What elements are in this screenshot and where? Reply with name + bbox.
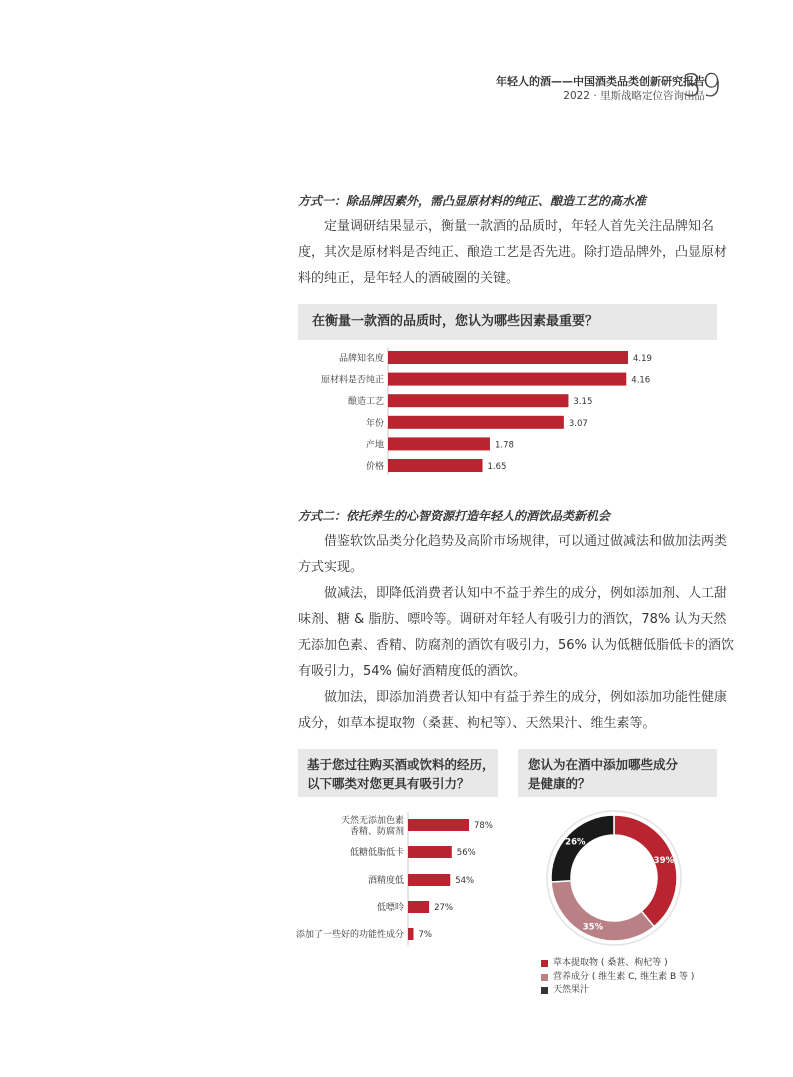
- report-subtitle: 2022 · 里斯战略定位咨询出品: [563, 90, 705, 102]
- category-label: 酒精度低: [367, 876, 404, 886]
- bar: [388, 437, 490, 450]
- slice-label: 35%: [582, 922, 604, 933]
- legend-item: [541, 971, 694, 985]
- donut-slice: [551, 815, 614, 882]
- bar: [388, 459, 483, 472]
- bar: [408, 901, 429, 913]
- bar: [408, 819, 469, 831]
- slice-label: 39%: [653, 856, 675, 867]
- category-label: 低嘌呤: [376, 903, 404, 913]
- section-2-p2: 做减法，即降低消费者认知中不益于养生的成分，例如添加剂、人工甜味剂、糖 & 脂肪、嘌呤等。调研对年轻人有吸引力的酒饮，78% 认为天然无添加色素、香精、防腐剂的酒饮有吸引力，56% 认为低糖低脂低卡的酒饮有吸引力，54% 偏好酒精度低的酒饮。: [298, 586, 735, 679]
- legend-swatch: [541, 987, 548, 994]
- category-label: 香精、防腐剂: [349, 827, 404, 837]
- value-label: 1.65: [487, 462, 507, 472]
- page-header: [496, 74, 705, 104]
- page-number: 39: [682, 68, 722, 104]
- bar: [388, 394, 568, 407]
- chart-3-legend: [541, 957, 694, 998]
- value-label: 4.16: [631, 375, 651, 386]
- legend-swatch: [541, 974, 548, 981]
- legend-label: 营养成分 ( 维生素 C, 维生素 B 等 ): [553, 971, 695, 982]
- chart-3-title: [518, 749, 717, 797]
- chart-2-title: [298, 749, 498, 797]
- bar: [388, 351, 628, 364]
- value-label: 56%: [456, 848, 476, 858]
- section-1-heading: 方式一：除品牌因素外，需凸显原材料的纯正、酿造工艺的高水准: [298, 194, 647, 208]
- value-label: 1.78: [494, 440, 514, 451]
- category-label: 年份: [365, 418, 384, 429]
- legend-swatch: [541, 960, 548, 967]
- donut-slice: [614, 815, 677, 927]
- category-label: 天然无添加色素: [340, 816, 404, 826]
- bar: [388, 416, 564, 429]
- category-label: 低糖低脂低卡: [349, 848, 404, 858]
- chart-3-title-line-2: 是健康的？: [528, 776, 591, 791]
- category-label: 价格: [365, 462, 384, 472]
- category-label: 品牌知名度: [338, 354, 384, 364]
- section-1: [298, 188, 736, 292]
- value-label: 4.19: [633, 354, 652, 364]
- bar: [408, 928, 413, 940]
- legend-item: [541, 957, 694, 971]
- section-2: [298, 503, 736, 737]
- section-2-p3: 做加法，即添加消费者认知中有益于养生的成分，例如添加功能性健康成分，如草本提取物（桑葚、枸杞等）、天然果汁、维生素等。: [298, 690, 728, 731]
- legend-label: 天然果汁: [553, 985, 590, 995]
- value-label: 3.15: [573, 397, 593, 408]
- chart-3-donut: [540, 808, 690, 953]
- value-label: 54%: [455, 876, 475, 886]
- chart-2-attractiveness: [295, 810, 518, 950]
- section-1-body: 定量调研结果显示，衡量一款酒的品质时，年轻人首先关注品牌知名度，其次是原材料是否纯正、酿造工艺是否先进。除打造品牌外，凸显原材料的纯正，是年轻人的酒破圈的关键。: [298, 219, 728, 286]
- report-title: 年轻人的酒——中国酒类品类创新研究报告: [496, 75, 705, 88]
- value-label: 7%: [418, 930, 432, 940]
- legend-item: [541, 984, 694, 998]
- legend-label: 草本提取物 ( 桑葚、枸杞等 ): [553, 958, 668, 968]
- section-2-heading: 方式二：依托养生的心智资源打造年轻人的酒饮品类新机会: [298, 509, 611, 523]
- section-2-p1: 借鉴软饮品类分化趋势及高阶市场规律，可以通过做减法和做加法两类方式实现。: [298, 534, 728, 575]
- bar: [388, 373, 626, 386]
- slice-label: 26%: [565, 837, 586, 848]
- category-label: 产地: [365, 440, 384, 451]
- chart-3-title-line-1: 您认为在酒中添加哪些成分: [528, 757, 679, 772]
- value-label: 3.07: [568, 418, 588, 429]
- chart-2-title-line-1: 基于您过往购买酒或饮料的经历，: [307, 757, 495, 772]
- chart-2-title-line-2: 以下哪类对您更具有吸引力？: [307, 776, 470, 791]
- category-label: 添加了一些好的功能性成分: [295, 930, 404, 940]
- bar: [408, 874, 450, 886]
- bar: [408, 846, 452, 858]
- category-label: 酿造工艺: [347, 397, 384, 408]
- value-label: 78%: [474, 821, 493, 831]
- value-label: 27%: [434, 903, 454, 913]
- category-label: 原材料是否纯正: [320, 375, 384, 386]
- chart-1-factors: [298, 345, 738, 480]
- chart-1-title: 在衡量一款酒的品质时，您认为哪些因素最重要？: [298, 304, 717, 340]
